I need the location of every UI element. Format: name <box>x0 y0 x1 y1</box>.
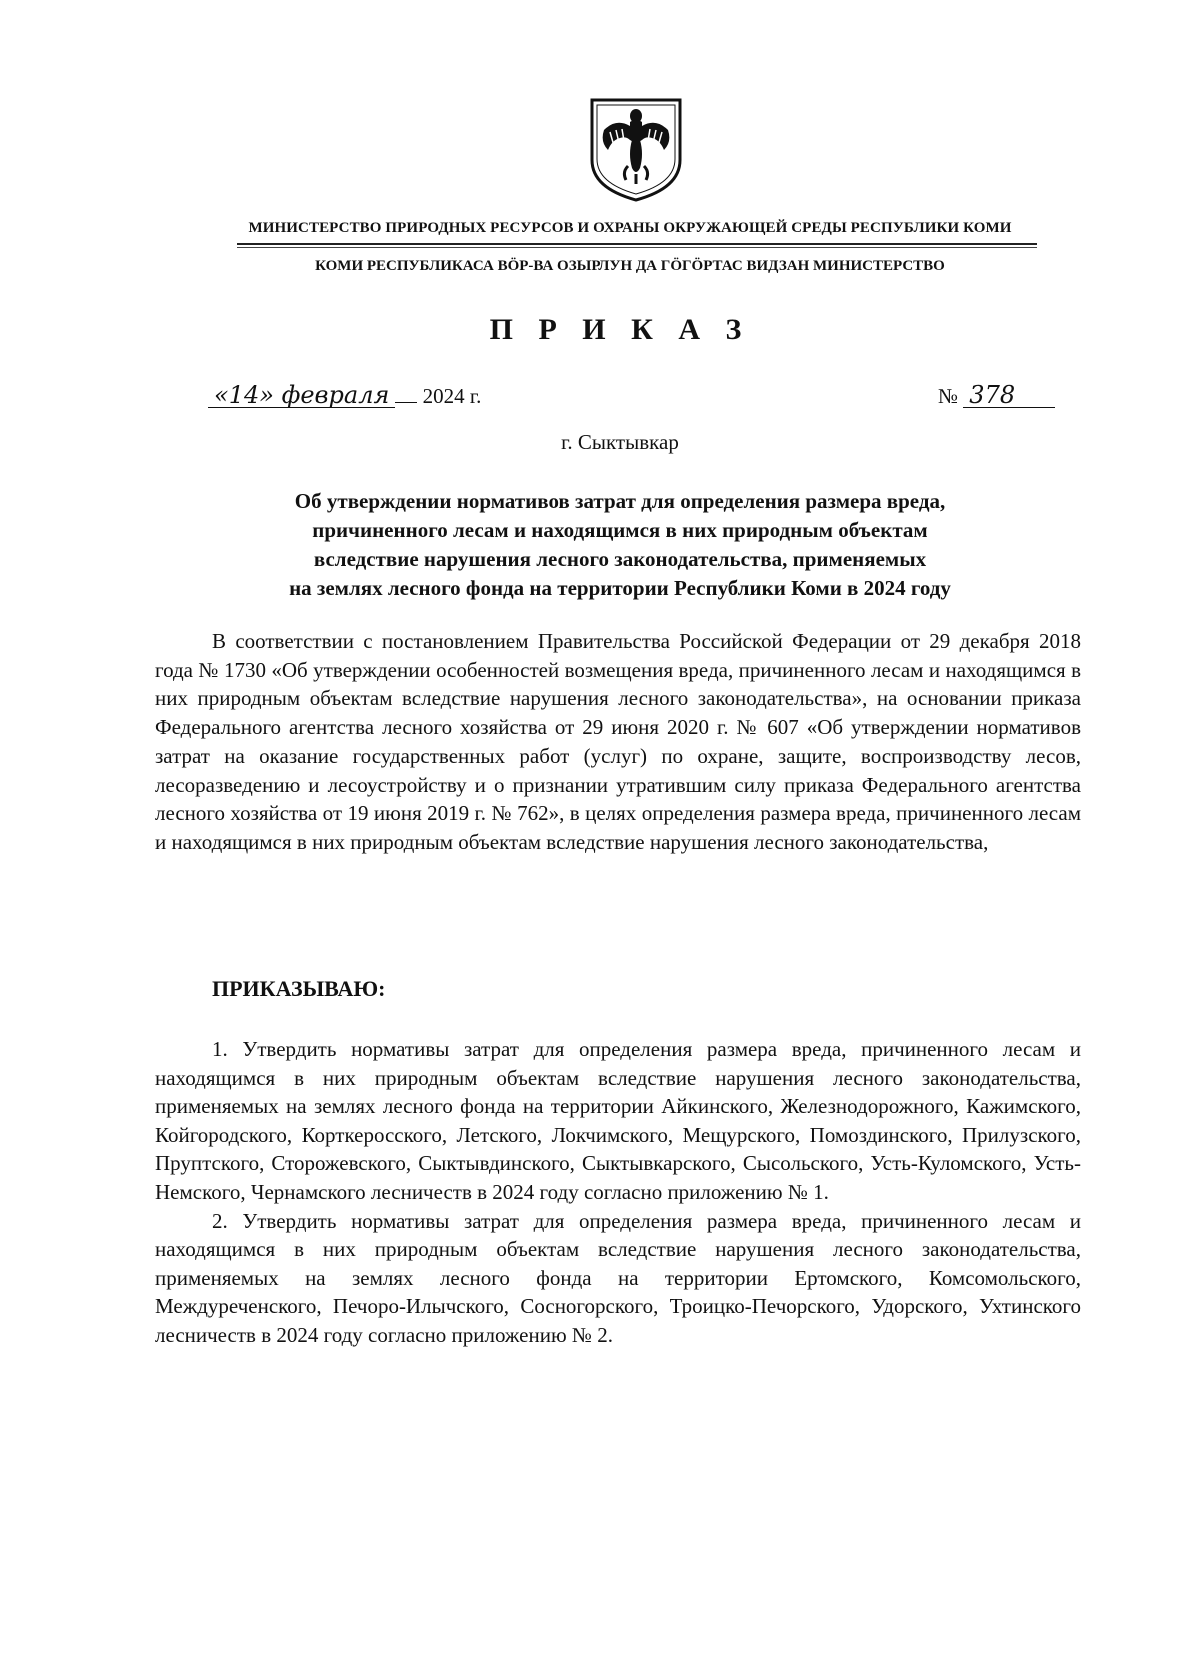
city-name: г. Сыктывкар <box>561 430 679 454</box>
header-rule-bottom <box>237 247 1037 248</box>
subject-line: причиненного лесам и находящимся в них природным объектам <box>312 518 928 542</box>
date-close-quote: » <box>259 381 274 409</box>
order-items <box>155 1035 1081 1350</box>
date-month: февраля <box>281 381 390 409</box>
header-rule-top <box>237 243 1037 245</box>
preamble-paragraph: В соответствии с постановлением Правительства Российской Федерации от 29 декабря 2018 года № 1730 «Об утверждении особенностей возмещения вреда, причиненного лесам и находящимся в них природным объектам вследствие нарушения лесного законодательства», на основании приказа Федерального агентства лесного хозяйства от 29 июня 2020 г. № 607 «Об утверждении нормативов затрат на оказание государственных работ (услуг) по охране, защите, воспроизводству лесов, лесоразведению и лесоустройству и о признании утратившим силу приказа Федерального агентства лесного хозяйства от 19 июня 2019 г. № 762», в целях определения размера вреда, причиненного лесам и находящимся в них природным объектам вследствие нарушения лесного законодательства, <box>155 629 1081 854</box>
document-title: П Р И К А З <box>489 313 751 346</box>
ministry-name-komi: КОМИ РЕСПУБЛИКАСА ВÖР-ВА ОЗЫРЛУН ДА ГÖГÖРТАС ВИДЗАН МИНИСТЕРСТВО <box>315 258 945 274</box>
date-year: 2024 г. <box>422 384 482 408</box>
order-subject <box>170 487 1070 603</box>
order-heading: ПРИКАЗЫВАЮ: <box>212 976 386 1001</box>
date-open-quote: « <box>214 381 229 409</box>
order-number <box>938 383 1055 409</box>
order-date <box>208 383 481 409</box>
order-item: 1. Утвердить нормативы затрат для определения размера вреда, причиненного лесам и находящимся в них природным объектам вследствие нарушения лесного законодательства, применяемых на землях лесного фонда на территории Айкинского, Железнодорожного, Кажимского, Койгородского, Корткеросского, Летского, Локчимского, Мещурского, Помоздинского, Прилузского, Пруптского, Сторожевского, Сыктывдинского, Сыктывкарского, Сысольского, Усть-Куломского, Усть-Немского, Чернамского лесничеств в 2024 году согласно приложению № 1. <box>155 1037 1081 1204</box>
subject-line: Об утверждении нормативов затрат для определения размера вреда, <box>294 489 946 513</box>
handwritten-date <box>208 383 395 408</box>
subject-line: на землях лесного фонда на территории Республики Коми в 2024 году <box>289 576 951 600</box>
date-day: 14 <box>228 381 260 409</box>
order-item: 2. Утвердить нормативы затрат для определения размера вреда, причиненного лесам и находящимся в них природным объектам вследствие нарушения лесного законодательства, применяемых на землях лесного фонда на территории Ертомского, Комсомольского, Междуреченского, Печоро-Илычского, Сосногорского, Троицко-Печорского, Удорского, Ухтинского лесничеств в 2024 году согласно приложению № 2. <box>155 1208 1081 1347</box>
number-value: 378 <box>963 383 1055 408</box>
ministry-name-russian: МИНИСТЕРСТВО ПРИРОДНЫХ РЕСУРСОВ И ОХРАНЫ ОКРУЖАЮЩЕЙ СРЕДЫ РЕСПУБЛИКИ КОМИ <box>248 220 1012 236</box>
number-label: № <box>938 384 959 408</box>
subject-line: вследствие нарушения лесного законодательства, применяемых <box>313 547 927 571</box>
komi-coat-of-arms-icon <box>586 96 686 204</box>
